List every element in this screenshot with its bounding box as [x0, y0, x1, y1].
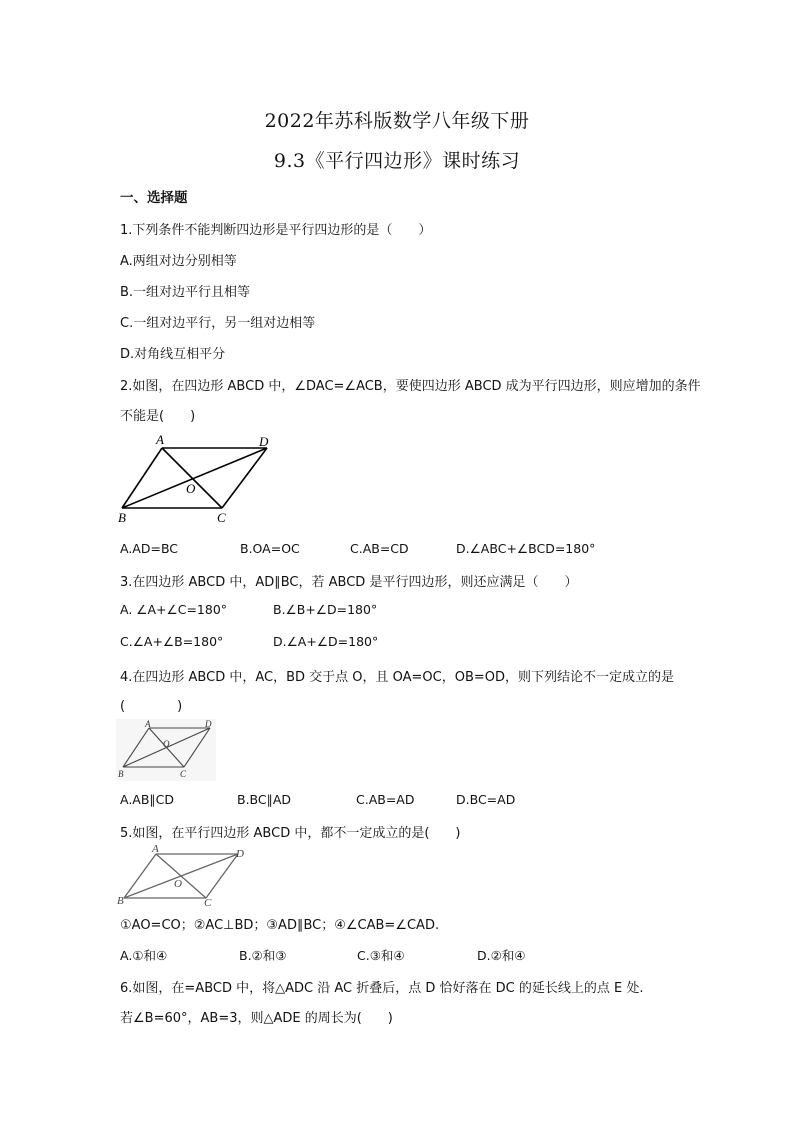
q4-label-o: O: [163, 739, 170, 749]
q4-label-b: B: [118, 769, 124, 779]
q4-option-a: A.AB∥CD: [120, 792, 175, 807]
q6-stem-line2: 若∠B=60°，AB=3，则△ADE 的周长为( ): [120, 1011, 393, 1026]
q5-option-c: C.③和④: [357, 948, 405, 963]
q4-parallelogram-figure: [116, 719, 216, 781]
q3-option-c: C.∠A+∠B=180°: [120, 634, 224, 649]
q4-option-c: C.AB=AD: [356, 792, 415, 807]
q2-label-o: O: [186, 481, 196, 496]
q3-option-d: D.∠A+∠D=180°: [273, 634, 379, 649]
q5-parallelogram-figure: [114, 842, 254, 906]
q2-option-d: D.∠ABC+∠BCD=180°: [456, 541, 596, 556]
q5-conditions: ①AO=CO；②AC⊥BD；③AD∥BC；④∠CAB=∠CAD.: [120, 918, 440, 933]
section-heading: 一、选择题: [120, 190, 188, 206]
q5-label-d: D: [236, 848, 244, 860]
q1-option-c: C.一组对边平行，另一组对边相等: [120, 316, 316, 331]
q2-option-a: A.AD=BC: [120, 541, 179, 556]
q5-stem: 5.如图，在平行四边形 ABCD 中，都不一定成立的是( ): [120, 826, 461, 841]
q2-label-a: A: [156, 432, 164, 447]
q3-option-b: B.∠B+∠D=180°: [273, 602, 378, 617]
q5-option-b: B.②和③: [239, 948, 287, 963]
q4-label-d: D: [205, 719, 212, 729]
q5-diagonal-bd: [124, 854, 238, 898]
document-title: 2022年苏科版数学八年级下册: [264, 110, 530, 132]
q5-label-a: A: [152, 843, 159, 855]
q5-label-c: C: [204, 897, 212, 906]
q2-diagonal-ac: [162, 448, 222, 508]
q2-option-b: B.OA=OC: [240, 541, 300, 556]
q2-stem-line1: 2.如图，在四边形 ABCD 中，∠DAC=∠ACB，要使四边形 ABCD 成为平行四边形，则应增加的条件: [120, 379, 701, 394]
q2-label-c: C: [217, 510, 226, 525]
q2-parallelogram-figure: [110, 430, 280, 530]
q5-label-b: B: [117, 895, 124, 906]
q4-option-b: B.BC∥AD: [237, 792, 292, 807]
q1-option-b: B.一组对边平行且相等: [120, 285, 251, 300]
q1-stem: 1.下列条件不能判断四边形是平行四边形的是（ ）: [120, 223, 432, 238]
q2-label-b: B: [118, 510, 126, 525]
q5-option-d: D.②和④: [477, 948, 526, 963]
q1-option-d: D.对角线互相平分: [120, 347, 226, 362]
q1-option-a: A.两组对边分别相等: [120, 254, 237, 269]
q4-stem-line1: 4.在四边形 ABCD 中，AC，BD 交于点 O，且 OA=OC，OB=OD，则下列结论不一定成立的是: [120, 670, 675, 685]
q3-option-a: A. ∠A+∠C=180°: [120, 602, 228, 617]
q2-stem-line2: 不能是( ): [120, 409, 196, 424]
q3-stem: 3.在四边形 ABCD 中，AD∥BC，若 ABCD 是平行四边形，则还应满足（ ）: [120, 575, 578, 590]
document-subtitle: 9.3《平行四边形》课时练习: [273, 150, 521, 172]
q5-option-a: A.①和④: [120, 948, 168, 963]
q4-stem-line2: ( ): [120, 699, 183, 714]
q2-option-c: C.AB=CD: [350, 541, 409, 556]
q4-option-d: D.BC=AD: [456, 792, 516, 807]
q4-label-c: C: [180, 769, 187, 779]
q6-stem-line1: 6.如图，在=ABCD 中，将△ADC 沿 AC 折叠后，点 D 恰好落在 DC 的延长线上的点 E 处.: [120, 981, 644, 996]
q5-label-o: O: [174, 878, 182, 890]
q2-label-d: D: [259, 434, 269, 449]
q4-label-a: A: [145, 719, 151, 729]
